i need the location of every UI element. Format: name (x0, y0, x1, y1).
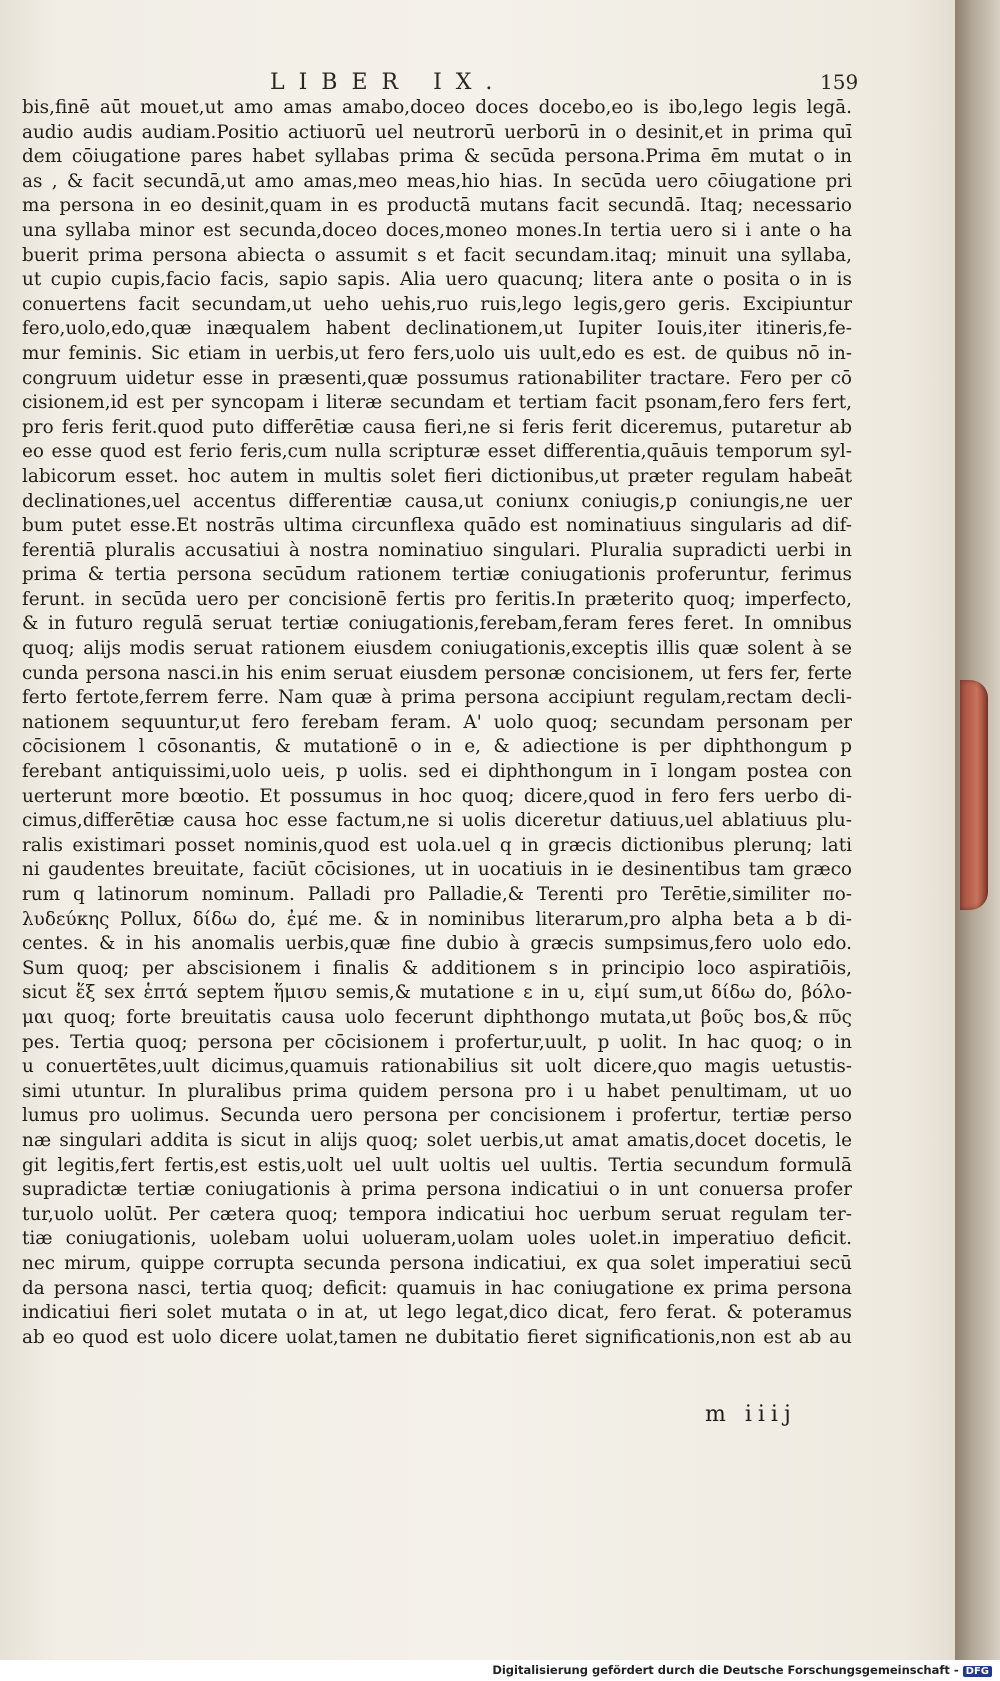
text-line: as , & facit secundā,ut amo amas,meo meas,hio hias. In secūda uero cōiugatione pri (22, 170, 852, 192)
text-line: cunda persona nasci.in his enim seruat eiusdem personæ concisionem, ut fers fer, ferte (22, 662, 852, 684)
text-line: λυδεύκης Pollux, δίδω do, ἐμέ me. & in nominibus literarum,pro alpha beta a b di- (22, 908, 852, 930)
text-line: bis,finē aūt mouet,ut amo amas amabo,doceo doces docebo,eo is ibo,lego legis legā. (22, 97, 852, 118)
folio-number: 159 (820, 70, 859, 94)
text-line: supradictæ tertiæ coniugationis à prima persona indicatiui o in unt conuersa profer (22, 1179, 852, 1201)
signature-mark: m iiij (705, 1402, 797, 1427)
text-line: lumus pro uolimus. Secunda uero persona per concisionem i profertur, tertiæ perso (22, 1105, 852, 1127)
text-line: næ singulari addita is sicut in alijs quoq; solet uerbis,ut amat amatis,docet docetis, le (22, 1129, 852, 1151)
text-line: ferentiā pluralis accusatiui à nostra nominatiuo singulari. Pluralia supradicti uerbi in (22, 539, 852, 561)
text-line: quoq; alijs modis seruat rationem eiusdem coniugationis,exceptis illis quæ solent à se (22, 638, 852, 660)
text-line: cimus,differētiæ causa hoc esse factum,ne si uolis diceretur datiuus,uel ablatiuus plu- (22, 810, 852, 832)
text-line: labicorum esset. hoc autem in multis solet fieri dictionibus,ut præter regulam habeāt (22, 465, 852, 487)
running-head-title: LIBER IX. (270, 70, 507, 95)
text-line: ralis existimari posset nominis,quod est uola.uel q in græcis dictionibus plerunq; lati (22, 834, 852, 856)
footer-bar (0, 1660, 1000, 1681)
text-line: git legitis,fert fertis,est estis,uolt uel uult uoltis uel uultis. Tertia secundum formulā (22, 1154, 852, 1176)
text-line: ferto fertote,ferrem ferre. Nam quæ à prima persona accipiunt regulam,rectam decli- (22, 687, 852, 709)
text-line: declinationes,uel accentus differentiæ causa,ut coniunx coniugis,p coniungis,ne uer (22, 490, 852, 512)
text-line: dem cōiugatione pares habet syllabas prima & secūda persona.Prima ēm mutat o in (22, 146, 852, 168)
text-line: ferunt. in secūda uero per concisionē fertis pro feritis.In præterito quoq; imperfecto, (22, 588, 852, 610)
text-line: pes. Tertia quoq; persona per cōcisionem i profertur,uult, p uolit. In hac quoq; o in (22, 1031, 852, 1053)
text-line: buerit prima persona abiecta o assumit s et facit secundam.itaq; minuit una syllaba, (22, 244, 852, 266)
text-line: ab eo quod est uolo dicere uolat,tamen ne dubitatio fieret significationis,non est ab au (22, 1326, 852, 1348)
text-line: indicatiui fieri solet mutata o in at, ut lego legat,dico dicat, fero ferat. & poteramus (22, 1302, 852, 1324)
footer-credit-text: Digitalisierung gefördert durch die Deutsche Forschungsgemeinschaft - (492, 1663, 959, 1677)
text-line: mur feminis. Sic etiam in uerbis,ut fero fers,uolo uis uult,edo es est. de quibus nō in- (22, 342, 852, 364)
text-line: ut cupio cupis,facio facis, sapio sapis. Alia uero quacunq; litera ante o posita o in is (22, 269, 852, 291)
text-line: nationem sequuntur,ut fero ferebam feram. A' uolo quoq; secundam personam per (22, 711, 852, 733)
text-line: conuertens facit secundam,ut ueho uehis,ruo ruis,lego legis,gero geris. Excipiuntur (22, 293, 852, 315)
text-line: audio audis audiam.Positio actiuorū uel neutrorū uerborū in o desinit,et in prima quī (22, 121, 852, 143)
footer-credit (492, 1663, 992, 1677)
text-line: simi utuntur. In pluralibus prima quidem persona pro i u habet penultimam, ut uo (22, 1080, 852, 1102)
text-line: centes. & in his anomalis uerbis,quæ fine dubio à græcis sumpsimus,fero uolo edo. (22, 933, 852, 955)
text-line: una syllaba minor est secunda,doceo doces,moneo mones.In tertia uero si i ante o ha (22, 219, 852, 241)
text-line: & in futuro regulā seruat tertiæ coniugationis,ferebam,feram feres feret. In omnibus (22, 613, 852, 635)
text-line: u conuertētes,uult dicimus,quamuis rationabilius sit uolt dicere,quo magis uetustis- (22, 1056, 852, 1078)
text-line: rum q latinorum nominum. Palladi pro Palladie,& Terenti pro Terētie,similiter πο- (22, 884, 852, 905)
bookmark-clip (960, 680, 988, 910)
text-line: da persona nasci, tertia quoq; deficit: quamuis in hac coniugatione ex prima persona (22, 1277, 852, 1299)
text-line: cisionem,id est per syncopam i literæ secundam et tertiam facit psonam,fero fers fert, (22, 392, 852, 414)
text-line: ferebant antiquissimi,uolo ueis, p uolis. sed ei diphthongum in ī longam postea con (22, 761, 852, 783)
body-text (22, 96, 852, 1350)
text-line: ni gaudentes breuitate, faciūt cōcisiones, ut in uocatiuis in ie desinentibus tam græco (22, 859, 852, 881)
text-line: prima & tertia persona secūdum rationem tertiæ coniugationis proferuntur, ferimus (22, 564, 852, 586)
text-line: μαι quoq; forte breuitatis causa uolo fecerunt diphthongo mutata,ut βοῦς bos,& πῦς (22, 1006, 852, 1028)
text-line: fero,uolo,edo,quæ inæqualem habent declinationem,ut Iupiter Iouis,iter itineris,fe- (22, 318, 852, 340)
text-line: tiæ coniugationis, uolebam uolui uolueram,uolam uoles uolet.in imperatiuo deficit. (22, 1228, 852, 1250)
text-line: bum putet esse.Et nostrās ultima circunflexa quādo est nominatiuus singularis ad dif- (22, 515, 852, 537)
text-line: cōcisionem l cōsonantis, & mutationē o in e, & adiectione is per diphthongum p (22, 736, 852, 758)
text-line: eo esse quod est ferio feris,cum nulla scripturæ esset differentia,quāuis temporum syl- (22, 441, 852, 463)
text-line: sicut ἕξ sex ἑπτά septem ἥμισυ semis,& mutatione ε in u, εἰμί sum,ut δίδω do, βόλο- (22, 982, 852, 1004)
text-line: congruum uidetur esse in præsenti,quæ possumus rationabiliter tractare. Fero per cō (22, 367, 852, 389)
text-line: pro feris ferit.quod puto differētiæ causa fieri,ne si feris ferit diceremus, putaretur ab (22, 416, 852, 438)
dfg-logo: DFG (963, 1666, 992, 1677)
text-line: ma persona in eo desinit,quam in es productā mutans facit secundā. Itaq; necessario (22, 195, 852, 217)
text-line: tur,uolo uolūt. Per cætera quoq; tempora indicatiui hoc uerbum seruat regulam ter- (22, 1203, 852, 1225)
text-line: Sum quoq; per abscisionem i finalis & additionem s in principio loco aspiratiōis, (22, 957, 852, 979)
text-line: nec mirum, quippe corrupta secunda persona indicatiui, ex qua solet imperatiui secū (22, 1252, 852, 1274)
text-line: uerterunt more bœotio. Et possumus in hoc quoq; dicere,quod in fero fers uerbo di- (22, 785, 852, 807)
